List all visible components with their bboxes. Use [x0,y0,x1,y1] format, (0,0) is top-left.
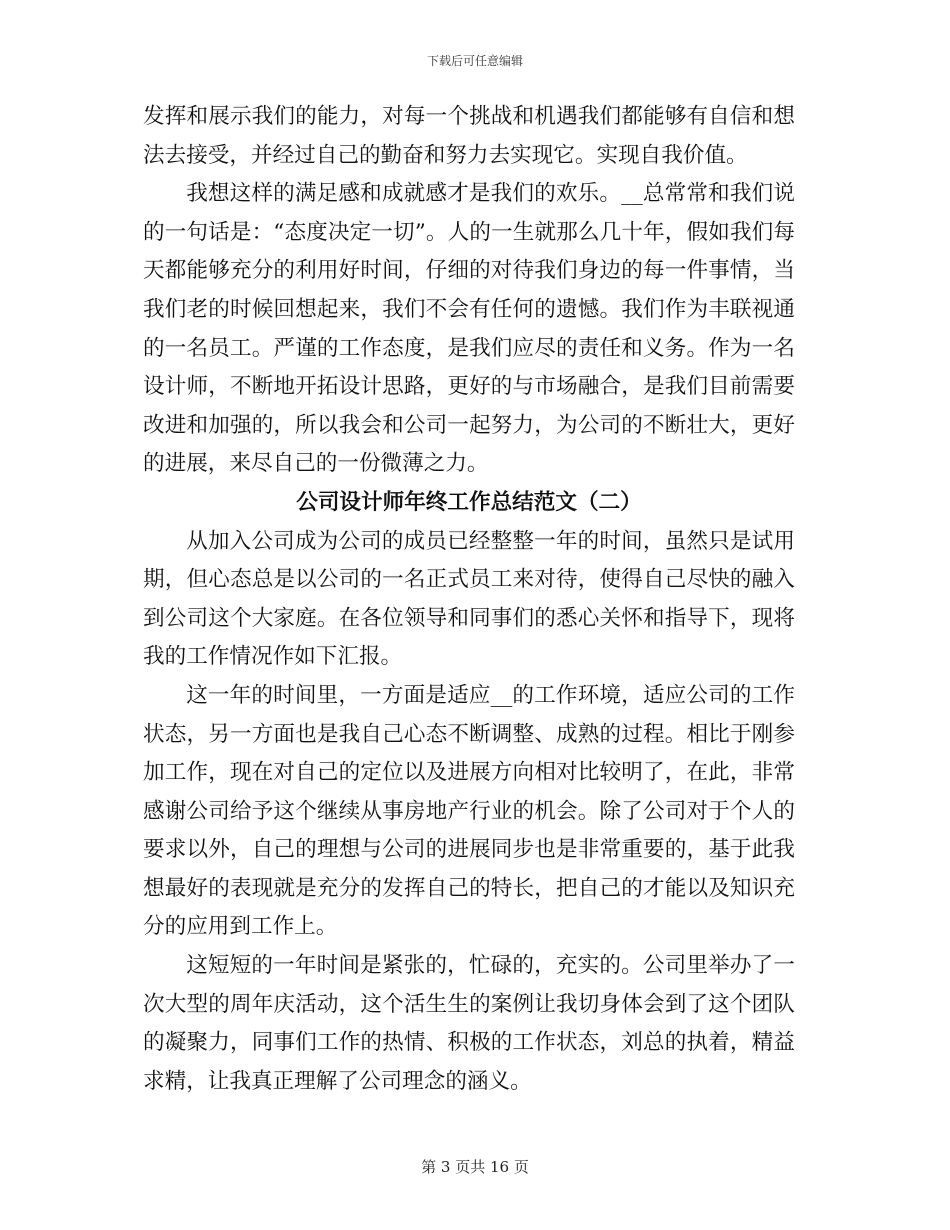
section-title: 公司设计师年终工作总结范文（二） [296,489,642,515]
document-body [143,98,795,1101]
paragraph: 从加入公司成为公司的成员已经整整一年的时间，虽然只是试用期，但心态总是以公司的一名正式员工来对待，使得自己尽快的融入到公司这个大家庭。在各位领导和同事们的悉心关怀和指导下，现将我的工作情况作如下汇报。 [143,528,795,670]
paragraph-continued: 发挥和展示我们的能力，对每一个挑战和机遇我们都能够有自信和想法去接受，并经过自己的勤奋和努力去实现它。实现自我价值。 [143,104,795,168]
page-footer: 第 3 页共 16 页 [421,1158,529,1176]
page-header: 下载后可任意编辑 [426,54,523,68]
paragraph: 这短短的一年时间是紧张的，忙碌的，充实的。公司里举办了一次大型的周年庆活动，这个活生生的案例让我切身体会到了这个团队的凝聚力，同事们工作的热情、积极的工作状态，刘总的执着，精益求精，让我真正理解了公司理念的涵义。 [143,953,795,1094]
paragraph: 我想这样的满足感和成就感才是我们的欢乐。__总常常和我们说的一句话是：“态度决定一切”。人的一生就那么几十年，假如我们每天都能够充分的利用好时间，仔细的对待我们身边的每一件事情，当我们老的时候回想起来，我们不会有任何的遗憾。我们作为丰联视通的一名员工。严谨的工作态度，是我们应尽的责任和义务。作为一名设计师，不断地开拓设计思路，更好的与市场融合，是我们目前需要改进和加强的，所以我会和公司一起努力，为公司的不断壮大，更好的进展，来尽自己的一份微薄之力。 [143,181,795,477]
paragraph: 这一年的时间里，一方面是适应__的工作环境，适应公司的工作状态，另一方面也是我自己心态不断调整、成熟的过程。相比于刚参加工作，现在对自己的定位以及进展方向相对比较明了，在此，非常感谢公司给予这个继续从事房地产行业的机会。除了公司对于个人的要求以外，自己的理想与公司的进展同步也是非常重要的，基于此我想最好的表现就是充分的发挥自己的特长，把自己的才能以及知识充分的应用到工作上。 [143,682,795,940]
